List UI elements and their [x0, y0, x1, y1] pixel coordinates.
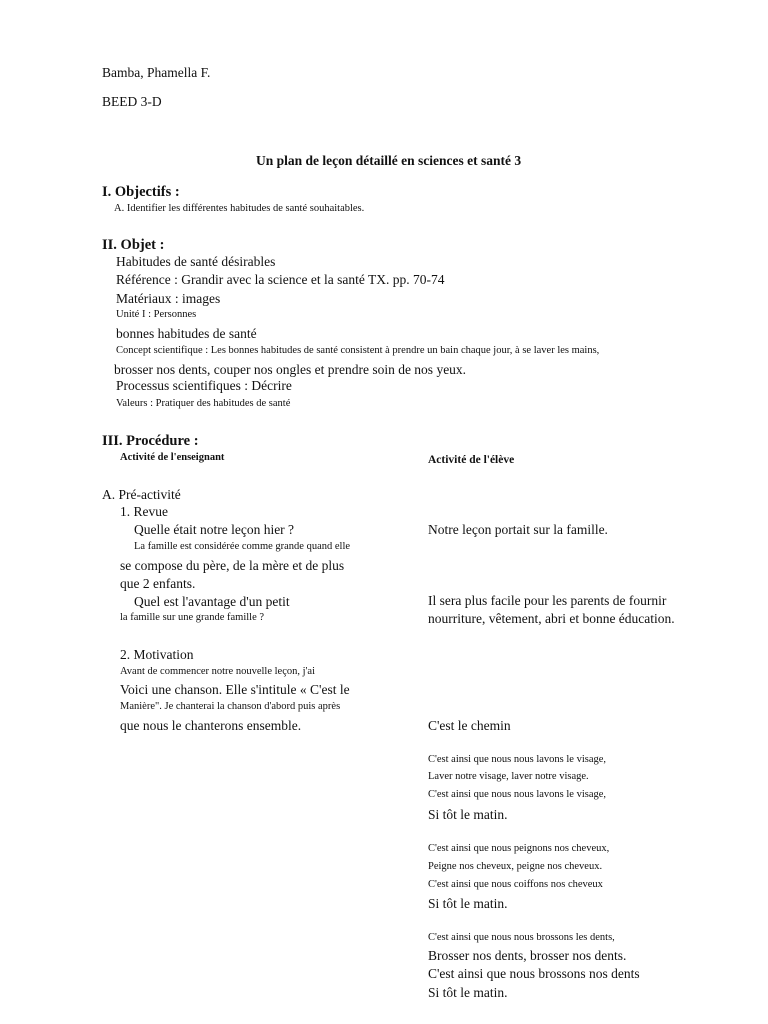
song-line: Laver notre visage, laver notre visage. — [428, 771, 589, 782]
objet-line: Unité I : Personnes — [116, 309, 197, 320]
song-line: Peigne nos cheveux, peigne nos cheveux. — [428, 861, 603, 872]
revue-question-1: Quelle était notre leçon hier ? — [134, 522, 295, 537]
song-line: Si tôt le matin. — [428, 985, 508, 1000]
revue-answer-2: Il sera plus facile pour les parents de fournir — [428, 593, 667, 608]
objet-line: Référence : Grandir avec la science et la santé TX. pp. 70-74 — [116, 272, 445, 287]
motivation-line: Avant de commencer notre nouvelle leçon, j'ai — [120, 666, 315, 677]
procedure-heading: III. Procédure : — [102, 433, 199, 449]
song-line: C'est ainsi que nous peignons nos cheveux, — [428, 843, 610, 854]
song-line: C'est ainsi que nous nous brossons les dents, — [428, 932, 615, 943]
motivation-line: que nous le chanterons ensemble. — [120, 718, 302, 733]
revue-question-2: Quel est l'avantage d'un petit — [134, 594, 290, 609]
objet-line: brosser nos dents, couper nos ongles et prendre soin de nos yeux. — [114, 362, 467, 377]
document-title: Un plan de leçon détaillé en sciences et santé 3 — [256, 153, 522, 168]
revue-answer-1: Notre leçon portait sur la famille. — [428, 522, 608, 537]
song-line: C'est ainsi que nous brossons nos dents — [428, 966, 640, 981]
song-line: Si tôt le matin. — [428, 807, 508, 822]
teacher-column-header: Activité de l'enseignant — [120, 452, 225, 463]
objet-line: Valeurs : Pratiquer des habitudes de santé — [116, 398, 291, 409]
motivation-label: 2. Motivation — [120, 647, 194, 662]
revue-question-2-cont: la famille sur une grande famille ? — [120, 612, 265, 623]
song-line: C'est ainsi que nous nous lavons le visage, — [428, 754, 607, 765]
author-name: Bamba, Phamella F. — [102, 65, 211, 80]
song-title: C'est le chemin — [428, 718, 511, 733]
student-column-header: Activité de l'élève — [428, 454, 515, 466]
objet-line: Concept scientifique : Les bonnes habitudes de santé consistent à prendre un bain chaque jour, à se laver les mains, — [116, 345, 600, 356]
song-line: C'est ainsi que nous coiffons nos cheveux — [428, 879, 603, 890]
revue-teacher-line: se compose du père, de la mère et de plus — [120, 558, 345, 573]
revue-label: 1. Revue — [120, 504, 168, 519]
revue-teacher-line: que 2 enfants. — [120, 576, 196, 591]
objectifs-heading: I. Objectifs : — [102, 184, 180, 200]
revue-answer-2-cont: nourriture, vêtement, abri et bonne éducation. — [428, 611, 675, 626]
objet-line: Processus scientifiques : Décrire — [116, 378, 292, 393]
motivation-line: Voici une chanson. Elle s'intitule « C'est le — [120, 682, 350, 697]
objet-line: Habitudes de santé désirables — [116, 254, 276, 269]
song-line: Si tôt le matin. — [428, 896, 508, 911]
objet-line: bonnes habitudes de santé — [116, 326, 257, 341]
song-line: Brosser nos dents, brosser nos dents. — [428, 948, 627, 963]
song-line: C'est ainsi que nous nous lavons le visage, — [428, 789, 607, 800]
class-section: BEED 3-D — [102, 94, 162, 109]
pre-activity-label: A. Pré-activité — [102, 487, 181, 502]
revue-teacher-line: La famille est considérée comme grande quand elle — [134, 541, 351, 552]
motivation-line: Manière". Je chanterai la chanson d'abord puis après — [120, 701, 341, 712]
objet-line: Matériaux : images — [116, 291, 221, 306]
objectif-a: A. Identifier les différentes habitudes de santé souhaitables. — [114, 203, 365, 214]
objet-heading: II. Objet : — [102, 237, 165, 253]
